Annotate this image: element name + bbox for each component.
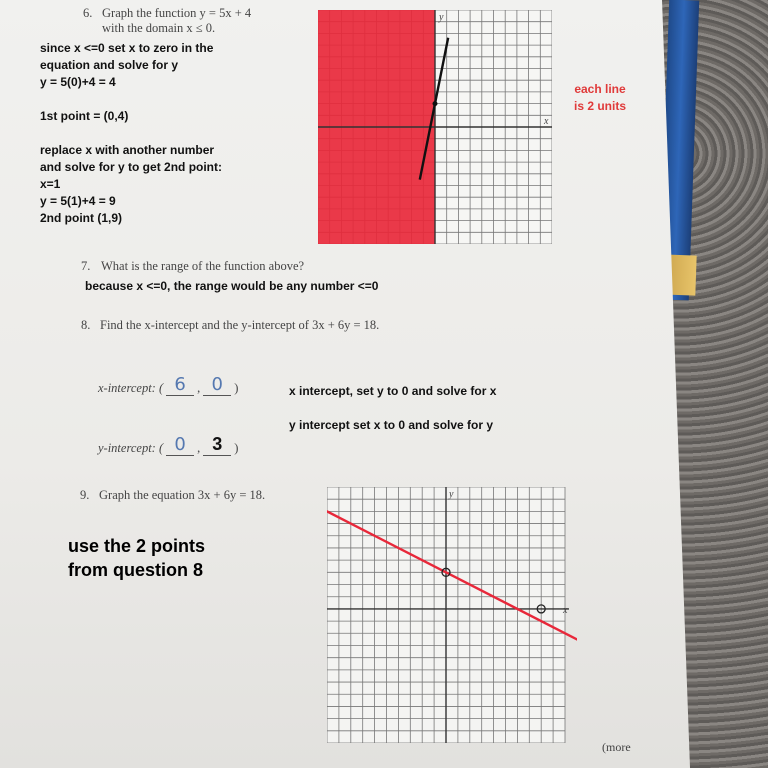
note-line: 2nd point (1,9) — [40, 211, 122, 225]
x-axis-label: x — [563, 604, 568, 616]
x-intercept-x-value[interactable]: 6 — [166, 374, 194, 396]
q6-number: 6. — [83, 6, 93, 20]
y-intercept-close: ) — [234, 441, 239, 455]
q6-text-line2: with the domain x ≤ 0. — [102, 21, 216, 35]
q8-text: Find the x-intercept and the y-intercept of 3x + 6y = 18. — [100, 318, 380, 332]
note-line: 1st point = (0,4) — [40, 109, 129, 123]
q9-number: 9. — [80, 488, 90, 502]
q6-text-line1: Graph the function y = 5x + 4 — [102, 6, 252, 20]
q7-text: What is the range of the function above? — [101, 259, 305, 273]
y-intercept-row — [98, 434, 238, 456]
y-intercept-x-value[interactable]: 0 — [166, 434, 194, 456]
x-axis-label: x — [544, 116, 549, 127]
note-line: equation and solve for y — [40, 58, 179, 72]
y-axis-label: y — [449, 489, 454, 500]
note-line: since x <=0 set x to zero in the — [40, 41, 214, 55]
q9-text: Graph the equation 3x + 6y = 18. — [99, 488, 266, 502]
q8-number: 8. — [81, 318, 91, 332]
x-intercept-label: x-intercept: ( — [98, 381, 164, 395]
note-line: and solve for y to get 2nd point: — [40, 160, 223, 174]
scale-note — [560, 81, 640, 115]
x-intercept-close: ) — [234, 381, 239, 395]
q6-solution-notes — [40, 40, 222, 227]
note-line — [40, 125, 222, 142]
note-line: replace x with another number — [40, 143, 215, 157]
q9-note — [68, 534, 205, 582]
y-intercept-note: y intercept set x to 0 and solve for y — [289, 418, 494, 432]
note-line: y = 5(0)+4 = 4 — [40, 75, 116, 89]
scale-note-line1: each line — [574, 82, 626, 96]
scale-note-line2: is 2 units — [573, 99, 626, 113]
q7-number: 7. — [81, 259, 91, 273]
note-line: y = 5(1)+4 = 9 — [40, 194, 116, 208]
q9-note-line2: from question 8 — [68, 560, 204, 580]
x-intercept-y-value[interactable]: 0 — [203, 374, 231, 396]
y-axis-label: y — [439, 12, 444, 23]
q7-answer: because x <=0, the range would be any number <=0 — [85, 279, 379, 293]
graph-q6 — [318, 10, 552, 244]
note-line: x=1 — [40, 177, 61, 191]
y-intercept-label: y-intercept: ( — [98, 441, 164, 455]
note-line — [40, 91, 222, 108]
x-intercept-comma: , — [197, 381, 201, 395]
y-intercept-comma: , — [197, 441, 201, 455]
y-intercept-y-value[interactable]: 3 — [203, 434, 231, 456]
x-intercept-row — [98, 374, 238, 396]
point-0-4 — [433, 101, 438, 106]
more-footer: (more — [602, 740, 631, 754]
x-intercept-note: x intercept, set y to 0 and solve for x — [289, 384, 497, 398]
q9-note-line1: use the 2 points — [68, 536, 206, 556]
graph-q9 — [327, 487, 577, 743]
